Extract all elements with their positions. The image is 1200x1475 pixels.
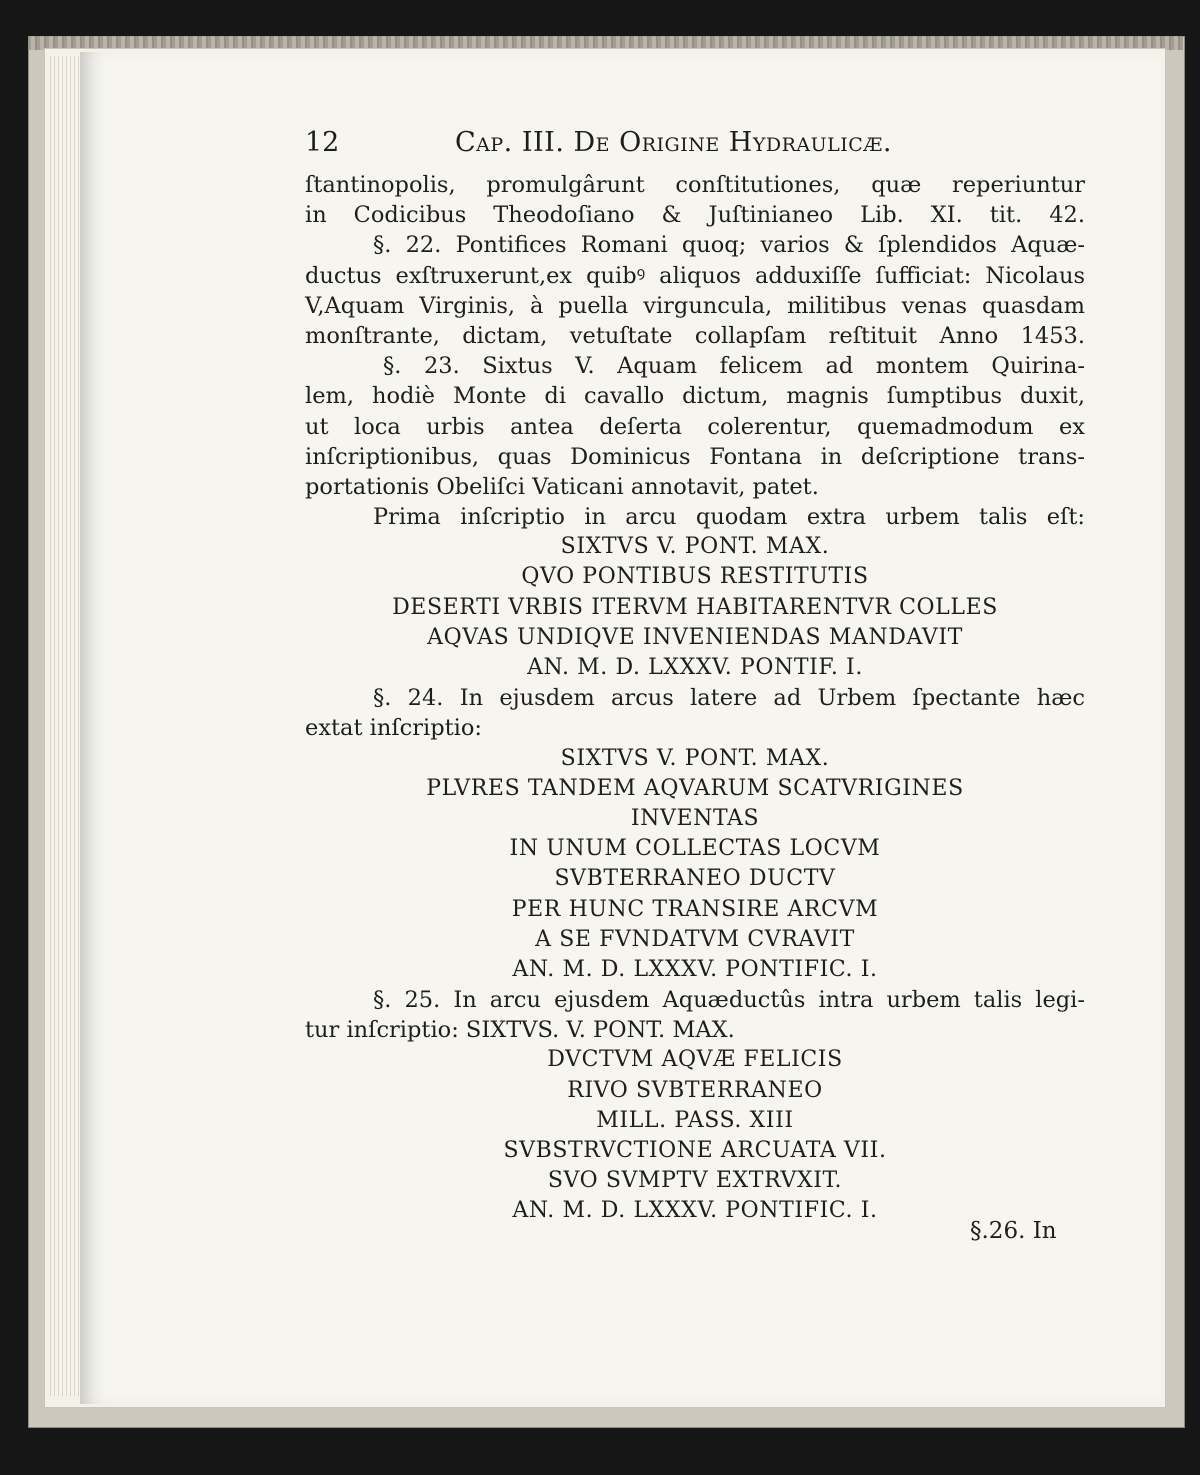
inscription-line: SVO SVMPTV EXTRVXIT. — [547, 1168, 843, 1194]
page-header — [305, 127, 1095, 167]
text-line: ut loca urbis antea deſerta colerentur, quemadmodum ex — [305, 413, 1085, 440]
inscription-line: MILL. PASS. XIII — [596, 1107, 794, 1133]
inscription-line: AN. M. D. LXXXV. PONTIFIC. I. — [512, 956, 878, 982]
page-edges — [50, 56, 80, 1396]
text-line: ſtantinopolis, promulgârunt conſtitutiones, quæ reperiuntur — [305, 172, 1085, 198]
inscription-line: SIXTVS V. PONT. MAX. — [560, 534, 830, 560]
text-line: inſcriptionibus, quas Dominicus Fontana in deſcriptione trans- — [305, 443, 1085, 470]
text-line: Prima inſcriptio in arcu quodam extra urbem talis eſt: — [373, 504, 1085, 531]
inscription-line: DESERTI VRBIS ITERVM HABITARENTVR COLLES — [392, 594, 998, 620]
text-line: V,Aquam Virginis, à puella virguncula, militibus venas quasdam — [305, 292, 1085, 319]
text-line: lem, hodiè Monte di cavallo dictum, magnis ſumptibus duxit, — [305, 383, 1085, 410]
paragraph-22-start: §. 22. Pontifices Romani quoq; varios & ſplendidos Aquæ- — [373, 232, 1085, 259]
inscription-line: RIVO SVBTERRANEO — [567, 1077, 823, 1103]
inscription-line: SIXTVS V. PONT. MAX. — [560, 745, 830, 771]
inscription-line: AN. M. D. LXXXV. PONTIFIC. I. — [512, 1198, 878, 1224]
text-line: portationis Obeliſci Vaticani annotavit, patet. — [305, 473, 819, 500]
text-line: in Codicibus Theodoſiano & Juſtinianeo Lib. XI. tit. 42. — [305, 202, 1085, 229]
inscription-line: INVENTAS — [630, 805, 760, 831]
running-title: Cap. III. De Origine Hydraulicæ. — [455, 127, 892, 158]
inscription-line: PER HUNC TRANSIRE ARCVM — [511, 896, 879, 922]
inscription-line: AN. M. D. LXXXV. PONTIF. I. — [527, 655, 863, 680]
inscription-line: SVBTERRANEO DUCTV — [554, 866, 836, 892]
body-text — [305, 170, 1085, 1227]
paragraph-25-start: §. 25. In arcu ejusdem Aquæductûs intra urbem talis legi- — [373, 987, 1085, 1014]
text-line: ductus exſtruxerunt,ex quibꝰ aliquos adduxiſſe ſufficiat: Nicolaus — [305, 262, 1085, 289]
inscription-line: PLVRES TANDEM AQVARUM SCATVRIGINES — [426, 775, 964, 801]
inscription-line: AQVAS UNDIQVE INVENIENDAS MANDAVIT — [427, 624, 963, 650]
page-number: 12 — [305, 127, 340, 158]
catchword: §.26. In — [970, 1218, 1057, 1244]
paragraph-23-start: §. 23. Sixtus V. Aquam felicem ad montem Quirina- — [383, 353, 1085, 380]
paragraph-24-start: §. 24. In ejusdem arcus latere ad Urbem ſpectante hæc — [373, 685, 1085, 712]
inscription-line: DVCTVM AQVÆ FELICIS — [547, 1047, 843, 1073]
text-line: monſtrante, dictam, vetuſtate collapſam reſtituit Anno 1453. — [305, 322, 1085, 349]
inscription-line: QVO PONTIBUS RESTITUTIS — [521, 564, 869, 590]
text-line: tur inſcriptio: SIXTVS. V. PONT. MAX. — [305, 1017, 735, 1044]
inscription-line: A SE FVNDATVM CVRAVIT — [535, 926, 855, 952]
inscription-line: SVBSTRVCTIONE ARCUATA VII. — [503, 1138, 887, 1163]
text-line: extat inſcriptio: — [305, 715, 482, 742]
inscription-line: IN UNUM COLLECTAS LOCVM — [509, 836, 881, 862]
